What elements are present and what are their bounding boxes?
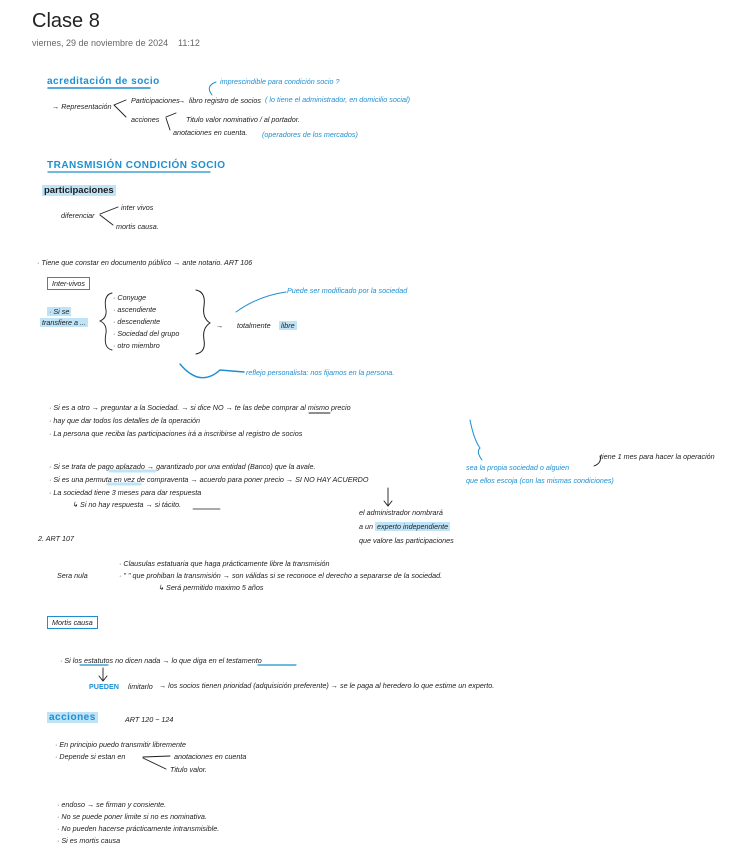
note-endoso-4: · Si es mortis causa [57,836,121,845]
note-libro-admin: ( lo tiene el administrador, en domicilio social) [265,95,411,104]
arrow-modificado [236,292,286,312]
list-item: · descendiente [113,317,161,326]
note-libro-arrow: → [178,96,186,105]
note-experto-1: el administrador nombrará [359,508,443,517]
note-representacion: → Representación [52,102,112,111]
note-reflejo: reflejo personalista: nos fijamos en la persona. [246,368,395,377]
note-acciones-1: · En principio puedo transmitir libremente [55,740,187,749]
heading-transmision: TRANSMISIÓN CONDICIÓN SOCIO [47,160,226,171]
note-inter-vivos: inter vivos [121,203,154,212]
note-limitarlo: limitarlo [128,682,153,691]
note-otro-3: · La persona que reciba las participaciones irá a inscribirse al registro de socios [49,429,303,438]
note-acciones-2: · Depende si estan en [55,752,126,761]
note-propia-2: que ellos escoja (con las mismas condiciones) [466,476,614,485]
note-pago-4: ↳ Si no hay respuesta → si tácito. [72,500,182,509]
note-experto-3: que valore las participaciones [359,536,454,545]
note-pueden: PUEDEN [89,682,119,691]
note-endoso-3: · No pueden hacerse prácticamente intransmisible. [57,824,220,833]
note-participaciones: Participaciones [131,96,180,105]
heading-participaciones: participaciones [44,185,114,196]
note-diferenciar: diferenciar [61,211,95,220]
note-clausula-3: ↳ Será permitido maximo 5 años [158,583,264,592]
note-documento-publico: · Tiene que constar en documento público → ante notario. ART 106 [37,258,253,267]
bracket-representacion [114,100,126,117]
note-endoso-1: · endoso → se firman y consiente. [57,800,167,809]
page-date: viernes, 29 de noviembre de 2024 [32,38,169,48]
note-acciones: acciones [131,115,160,124]
note-pago-3: · La sociedad tiene 3 meses para dar respuesta [49,488,202,497]
heading-acciones: acciones [49,712,96,723]
box-mortis-causa: Mortis causa [47,616,98,629]
note-mortis-1: · Si los estatutos no dicen nada → lo que diga en el testamento [60,656,262,665]
note-imprescindible: imprescindible para condición socio ? [220,77,340,86]
note-clausula-1: · Clausulas estatuaria que haga prácticamente libre la transmisión [119,559,330,568]
note-modificado: Puede ser modificado por la sociedad [287,286,408,295]
brace-list [100,293,112,350]
note-art107: 2. ART 107 [38,534,74,543]
note-otro-1: · Si es a otro → preguntar a la Sociedad. → si dice NO → te las debe comprar al mismo precio [49,403,351,412]
squiggle-right [470,420,482,460]
note-propia: sea la propia sociedad o alguien [466,463,570,472]
note-mortis-2: → los socios tienen prioridad (adquisición preferente) → se le paga al heredero lo que estime un experto. [159,681,495,690]
note-clausula-2: · " " que prohiban la transmisión → son válidas si se reconoce el derecho a separarse de la sociedad. [119,571,443,580]
list-item: · Sociedad del grupo [113,329,180,338]
arrow-imprescindible [209,82,216,95]
box-inter-vivos: Inter-vivos [47,277,90,290]
note-titulo-valor: Titulo valor nominativo / al portador. [186,115,300,124]
list-item: · otro miembro [113,341,160,350]
note-art-120: ART 120 ~ 124 [125,715,174,724]
bracket-acciones-depende [143,756,170,769]
note-mortis-causa: mortis causa. [116,222,159,231]
note-sera-nula: Sera nula [57,571,88,580]
note-endoso-2: · No se puede poner limite si no es nominativa. [57,812,207,821]
brace-right [196,290,210,354]
arrow-pueden [99,668,107,681]
note-libro: libro registro de socios [189,96,261,105]
note-transfiere: transfiere a ... [42,318,86,327]
list-item: · Conyuge [113,293,147,302]
heading-acreditacion: acreditación de socio [47,76,160,87]
arrow-experto [384,488,392,506]
page-time: 11:12 [178,38,200,48]
note-libre: libre [281,321,295,330]
note-totalmente: totalmente [237,321,271,330]
note-totalmente-arrow: → [216,321,224,330]
note-anotaciones-cuenta: anotaciones en cuenta [174,752,247,761]
note-operadores: (operadores de los mercados) [262,130,358,139]
note-pago-2: · Si es una permuta en vez de compraventa → acuerdo para poner precio → SI NO HAY ACUERDO [49,475,369,484]
note-otro-2: · hay que dar todos los detalles de la operación [49,416,201,425]
note-experto-2: a un experto independiente [359,522,449,531]
page-title: Clase 8 [32,10,100,32]
note-tiene-mes: tiene 1 mes para hacer la operación [600,452,715,461]
arrow-reflejo [180,364,244,378]
list-item: · ascendiente [113,305,157,314]
note-anotaciones: anotaciones en cuenta. [173,128,248,137]
note-titulo-valor-acc: Titulo valor. [170,765,207,774]
note-si-se: · Si se [49,307,70,316]
note-pago-1: · Si se trata de pago aplazado → garantizado por una entidad (Banco) que la avale. [49,462,316,471]
